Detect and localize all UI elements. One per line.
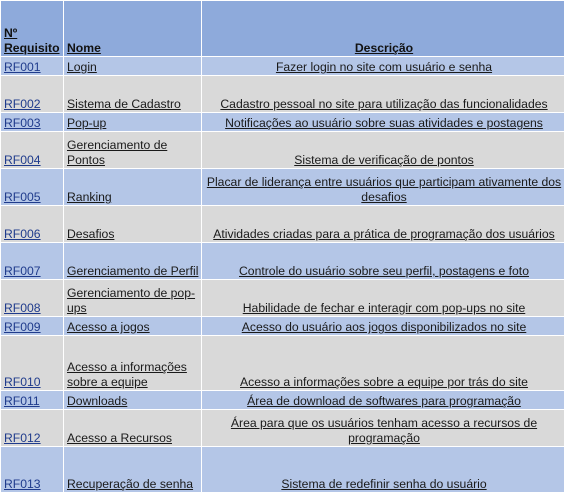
row-description: Controle do usuário sobre seu perfil, postagens e foto (202, 243, 564, 280)
row-name: Acesso a Recursos (64, 410, 202, 447)
table-row (1, 317, 564, 336)
table-row (1, 280, 564, 317)
table-row (1, 132, 564, 169)
row-id: RF012 (1, 410, 64, 447)
row-id: RF001 (1, 57, 64, 76)
table-row (1, 336, 564, 391)
row-name: Login (64, 57, 202, 76)
table-row (1, 76, 564, 113)
row-id: RF009 (1, 317, 64, 336)
row-name: Sistema de Cadastro (64, 76, 202, 113)
row-description: Notificações ao usuário sobre suas atividades e postagens (202, 113, 564, 132)
row-name: Acesso a informações sobre a equipe (64, 336, 202, 391)
table-row (1, 391, 564, 410)
row-name: Downloads (64, 391, 202, 410)
header-id: Nº Requisito (1, 1, 64, 57)
row-description: Fazer login no site com usuário e senha (202, 57, 564, 76)
header-description: Descrição (202, 1, 564, 57)
row-id: RF010 (1, 336, 64, 391)
row-id: RF003 (1, 113, 64, 132)
table-row (1, 410, 564, 447)
table-row (1, 206, 564, 243)
row-id: RF006 (1, 206, 64, 243)
row-id: RF004 (1, 132, 64, 169)
row-description: Sistema de redefinir senha do usuário (202, 447, 564, 493)
row-description: Atividades criadas para a prática de programação dos usuários (202, 206, 564, 243)
row-id: RF011 (1, 391, 64, 410)
row-id: RF002 (1, 76, 64, 113)
row-id: RF008 (1, 280, 64, 317)
row-description: Área para que os usuários tenham acesso a recursos de programação (202, 410, 564, 447)
row-description: Acesso a informações sobre a equipe por trás do site (202, 336, 564, 391)
table-row (1, 243, 564, 280)
row-description: Cadastro pessoal no site para utilização das funcionalidades (202, 76, 564, 113)
row-name: Gerenciamento de Perfil (64, 243, 202, 280)
row-name: Desafios (64, 206, 202, 243)
table-row (1, 57, 564, 76)
row-id: RF007 (1, 243, 64, 280)
header-row (1, 1, 564, 57)
table-row (1, 113, 564, 132)
table-row (1, 169, 564, 206)
row-name: Recuperação de senha (64, 447, 202, 493)
table-row (1, 447, 564, 493)
row-name: Pop-up (64, 113, 202, 132)
row-name: Gerenciamento de pop-ups (64, 280, 202, 317)
row-id: RF013 (1, 447, 64, 493)
row-name: Gerenciamento de Pontos (64, 132, 202, 169)
row-name: Ranking (64, 169, 202, 206)
row-description: Habilidade de fechar e interagir com pop-ups no site (202, 280, 564, 317)
row-description: Área de download de softwares para programação (202, 391, 564, 410)
row-name: Acesso a jogos (64, 317, 202, 336)
row-id: RF005 (1, 169, 64, 206)
header-name: Nome (64, 1, 202, 57)
row-description: Sistema de verificação de pontos (202, 132, 564, 169)
row-description: Placar de liderança entre usuários que participam ativamente dos desafios (202, 169, 564, 206)
row-description: Acesso do usuário aos jogos disponibilizados no site (202, 317, 564, 336)
